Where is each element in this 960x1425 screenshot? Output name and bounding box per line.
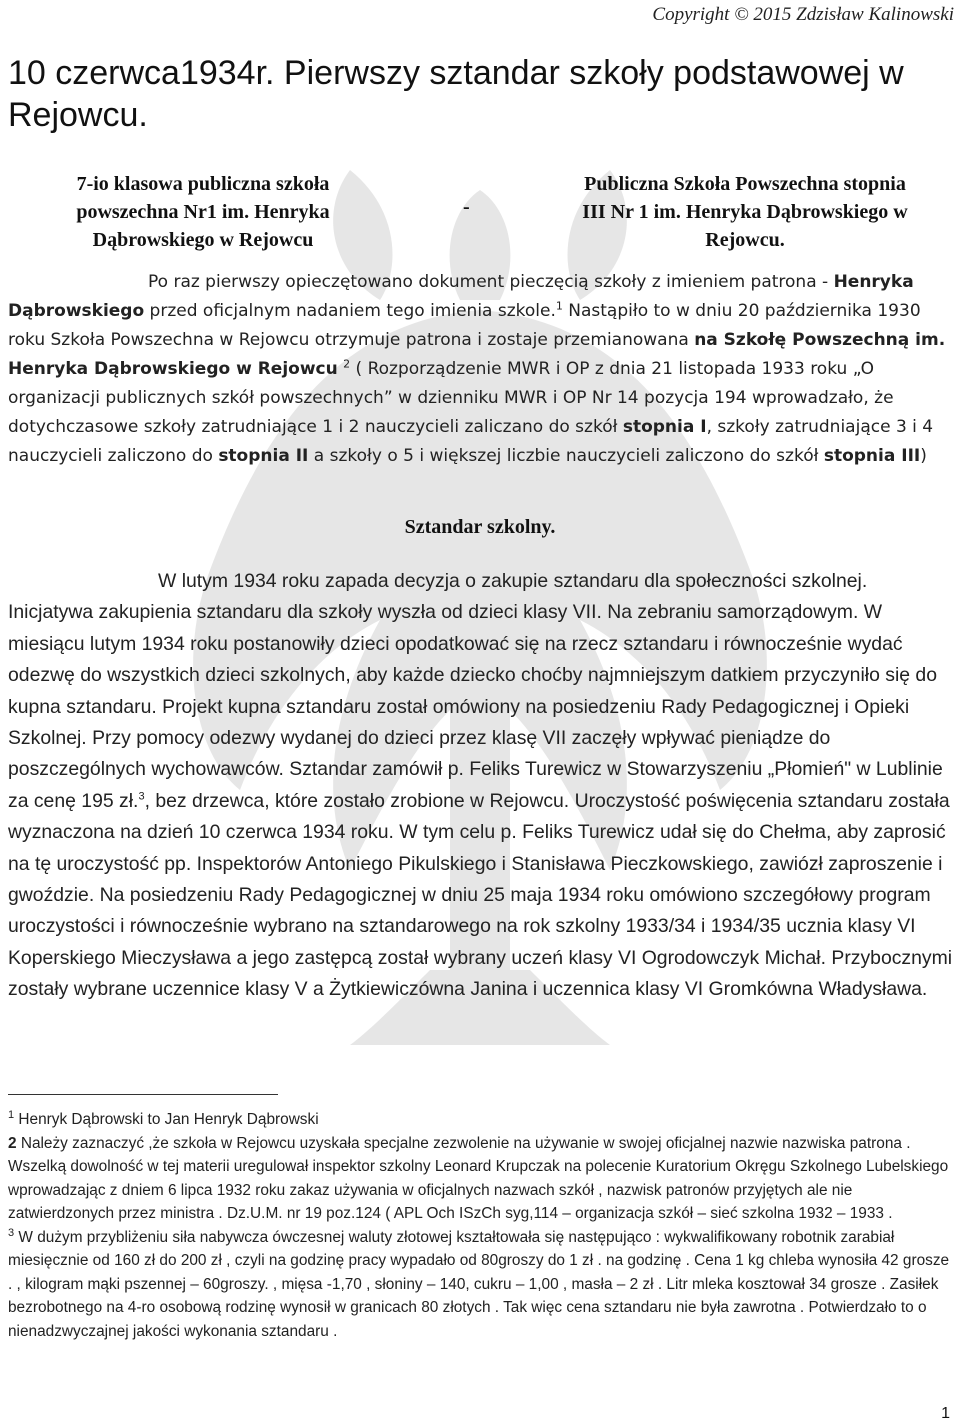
footnote-mark-2: 2 [8,1134,17,1152]
text-run: , szkoły zatrudniające 3 i 4 nauczycieli zaliczono do [8,417,934,466]
degree-2: stopnia II [218,446,309,466]
degree-1: stopnia I [622,417,707,437]
footnote-ref-1[interactable]: 1 [555,299,563,313]
footnotes [8,1108,953,1343]
text-run: ) [920,446,927,466]
text-run: Po raz pierwszy opieczętowano dokument pieczęcią szkoły z imieniem patrona - [148,272,834,292]
text-run: przed oficjalnym nadaniem tego imienia szkole. [144,301,556,321]
text-run: W lutym 1934 roku zapada decyzja o zakupie sztandaru dla społeczności szkolnej. Inicjatywa zakupienia sztandaru dla szkoły wyszła od dzieci klasy VII. Na zebraniu samorządowym. W miesiącu lutym 1934 roku postanowiły dzieci opodatkować się na rzecz sztandaru i równocześnie wydać odezwę do wszystkich dzieci szkolnych, aby każde dziecko choćby najmniejszym datkiem przyczyniło się do kupna sztandaru. Projekt kupna sztandaru został omówiony na posiedzeniu Rady Pedagogicznej i Opieki Szkolnej. Przy pomocy odezwy wydanej do dzieci przez klasę VII zaczęły wpływać pieniądze do poszczególnych wychowawców. Sztandar zamówił p. Feliks Turewicz w Stowarzyszeniu „Płomień" w Lublinie za cenę 195 zł. [8,570,943,812]
footnote-divider [8,1094,278,1095]
patron-name: Henryka Dąbrowskiego [8,272,914,321]
section-heading: Sztandar szkolny. [404,516,556,538]
text-run: ( Rozporządzenie MWR i OP z dnia 21 listopada 1933 roku „O organizacji publicznych szkół powszechnych” w dzienniku MWR i OP Nr 14 pozycja 194 wprowadzało, że dotychczasowe szkoły zatrudniające 1 i 2 nauczycieli zaliczano do szkół [8,359,894,437]
banner-history-paragraph [8,566,953,1006]
footnote-mark-3: 3 [8,1226,15,1239]
footnote-1 [8,1108,953,1132]
footnote-text: W dużym przybliżeniu siła nabywcza ówczesnej waluty złotowej kształtowała się następująco : wykwalifikowany robotnik zarabiał miesięcznie od 160 zł do 200 zł , czyli na godzinę pracy wypadało od 80groszy do 1 zł . na godzinę . Cena 1 kg chleba wynosiła 42 grosze . , kilogram mąki pszennej – 60groszy. , mięsa -1,70 , słoniny – 140, cukru – 1,00 , masła – 2 zł . Litr mleka kosztował 34 grosze . Zasiłek bezrobotnego na 4-ro osobową rodzinę wynosił w granicach 80 złotych . Tak więc cena sztandaru nie była zawrotna . Potwierdzało to o nienadzwyczajnej jakości wykonania sztandaru . [8,1228,950,1340]
names-separator: - [463,196,470,218]
new-school-name: Publiczna Szkoła Powszechna stopnia III Nr 1 im. Henryka Dąbrowskiego w Rejowcu. [582,173,908,251]
text-run: a szkoły o 5 i większej liczbie nauczycieli zaliczono do szkół [308,446,824,466]
footnote-text: Należy zaznaczyć ,że szkoła w Rejowcu uzyskała specjalne zezwolenie na używanie w swojej oficjalnej nazwie nazwiska patrona . Wszelką dowolność w tej materii uregulował inspektor szkolny Leonard Krupczak na polecenie Kuratorium Okręgu Szkolnego Lubelskiego wprowadzając z dniem 6 lipca 1932 roku zakaz używania w oficjalnych nazwach szkół , nazwisk patronów przyjętych ale nie zatwierdzonych przez ministra . Dz.U.M. nr 19 poz.124 ( APL Och ISzCh syg,114 – organizacja szkół – sieć szkolna 1932 – 1933 . [8,1134,949,1222]
school-names-comparison [0,170,960,260]
footnote-text: Henryk Dąbrowski to Jan Henryk Dąbrowski [14,1111,319,1128]
copyright-notice: Copyright © 2015 Zdzisław Kalinowski [652,4,954,25]
footnote-ref-2[interactable]: 2 [343,357,351,371]
page-number: 1 [941,1405,950,1422]
page-title: 10 czerwca1934r. Pierwszy sztandar szkoły podstawowej w Rejowcu. [8,54,904,134]
footnote-3 [8,1226,953,1344]
school-new-name-bold: na Szkołę Powszechną im. Henryka Dąbrowskiego w Rejowcu [8,330,946,379]
footnote-ref-3[interactable]: 3 [138,790,145,803]
text-run: Nastąpiło to w dniu 20 października 1930 roku Szkoła Powszechna w Rejowcu otrzymuje patrona i zostaje przemianowana [8,301,921,350]
intro-paragraph [8,268,948,471]
footnote-2 [8,1132,953,1226]
text-run: , bez drzewca, które zostało zrobione w Rejowcu. Uroczystość poświęcenia sztandaru została wyznaczona na dzień 10 czerwca 1934 roku. W tym celu p. Feliks Turewicz udał się do Chełma, aby zaprosić na tę uroczystość pp. Inspektorów Antoniego Pikulskiego i Stanisława Pieczkowskiego, zawiózł zaproszenie i gwoździe. Na posiedzeniu Rady Pedagogicznej w dniu 25 maja 1934 roku omówiono szczegółowy program uroczystości i równocześnie wybrano na sztandarowego na rok szkolny 1933/34 i 1934/35 ucznia klasy VI Koperskiego Mieczysława a jego zastępcą został wybrany uczeń klasy VI Ogrodowczyk Michał. Przybocznymi zostały wybrane uczennice klasy V a Żytkiewiczówna Janina i uczennica klasy VI Gromkówna Władysława. [8,789,953,1001]
degree-3: stopnia III [823,446,921,466]
footnote-mark-1: 1 [8,1108,15,1121]
old-school-name: 7-io klasowa publiczna szkoła powszechna Nr1 im. Henryka Dąbrowskiego w Rejowcu [76,173,330,251]
